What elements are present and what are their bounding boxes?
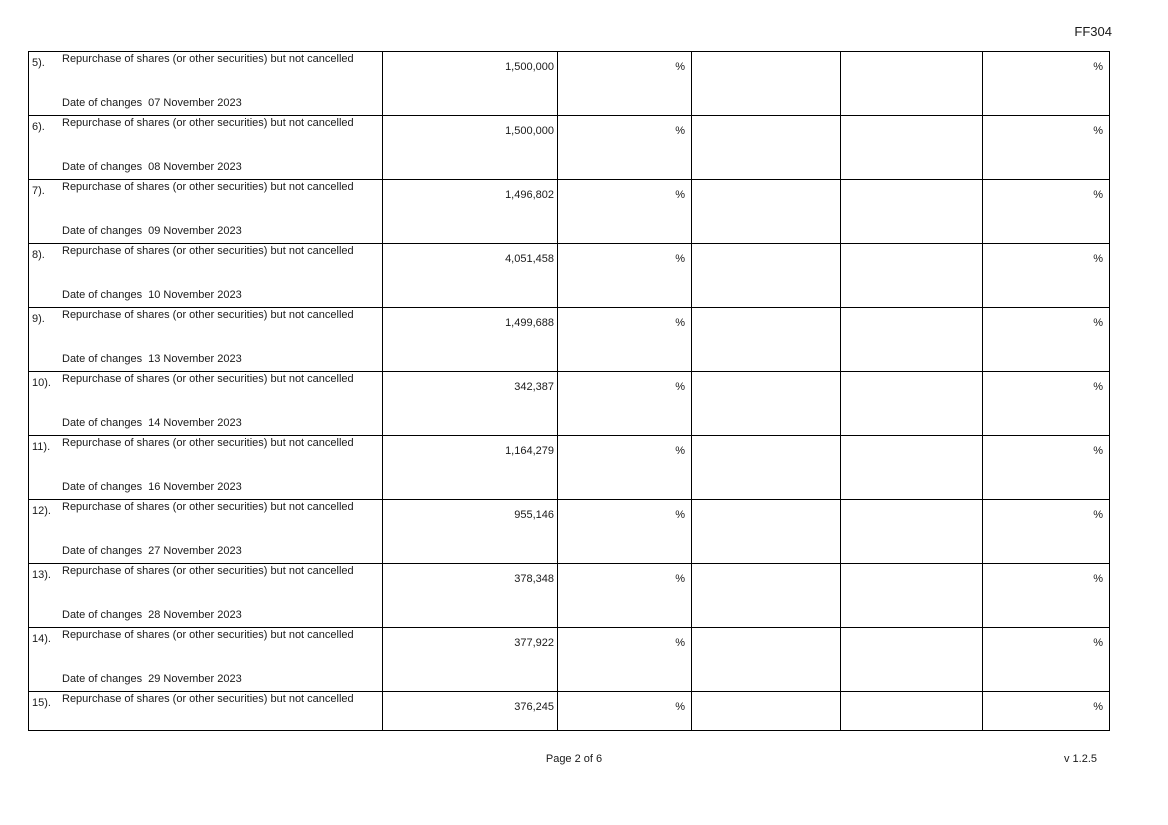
change-description: Repurchase of shares (or other securities) but not cancelled — [62, 181, 354, 193]
shares-cell — [383, 564, 558, 628]
percent-cell-2 — [983, 500, 1110, 564]
table-body — [29, 52, 1110, 731]
date-label: Date of changes — [62, 481, 143, 493]
shares-cell — [383, 180, 558, 244]
empty-cell — [841, 564, 983, 628]
percent-cell — [558, 564, 692, 628]
date-of-changes — [62, 289, 242, 301]
percent-cell-2 — [983, 628, 1110, 692]
shares-value: 1,500,000 — [505, 125, 554, 137]
shares-cell — [383, 52, 558, 116]
date-label: Date of changes — [62, 609, 143, 621]
date-of-changes — [62, 161, 242, 173]
row-number: 10). — [32, 377, 51, 389]
percent-sign: % — [675, 125, 685, 137]
shares-value: 378,348 — [514, 573, 554, 585]
empty-cell — [841, 500, 983, 564]
shares-value: 1,500,000 — [505, 61, 554, 73]
date-label: Date of changes — [62, 225, 143, 237]
percent-cell-2 — [983, 116, 1110, 180]
percent-sign: % — [1093, 637, 1103, 649]
percent-sign: % — [675, 509, 685, 521]
percent-cell — [558, 692, 692, 731]
percent-sign: % — [675, 701, 685, 713]
table-row — [29, 628, 1110, 692]
empty-cell — [841, 628, 983, 692]
description-cell — [29, 372, 383, 436]
shares-cell — [383, 500, 558, 564]
percent-cell-2 — [983, 180, 1110, 244]
percent-cell — [558, 628, 692, 692]
description-cell — [29, 692, 383, 731]
percent-sign: % — [1093, 701, 1103, 713]
description-cell — [29, 564, 383, 628]
date-value: 14 November 2023 — [148, 417, 242, 429]
percent-cell-2 — [983, 436, 1110, 500]
description-cell — [29, 628, 383, 692]
date-label: Date of changes — [62, 545, 143, 557]
date-value: 16 November 2023 — [148, 481, 242, 493]
empty-cell — [692, 180, 841, 244]
date-label: Date of changes — [62, 289, 143, 301]
shares-cell — [383, 372, 558, 436]
shares-cell — [383, 244, 558, 308]
change-description: Repurchase of shares (or other securities) but not cancelled — [62, 693, 354, 705]
percent-cell — [558, 244, 692, 308]
date-label: Date of changes — [62, 673, 143, 685]
percent-sign: % — [1093, 317, 1103, 329]
percent-sign: % — [1093, 381, 1103, 393]
table-row — [29, 116, 1110, 180]
row-number: 15). — [32, 697, 51, 709]
empty-cell — [692, 500, 841, 564]
percent-cell-2 — [983, 564, 1110, 628]
date-of-changes — [62, 545, 242, 557]
table-row — [29, 564, 1110, 628]
empty-cell — [841, 52, 983, 116]
empty-cell — [692, 116, 841, 180]
description-cell — [29, 244, 383, 308]
percent-cell — [558, 52, 692, 116]
table-row — [29, 436, 1110, 500]
date-value: 09 November 2023 — [148, 225, 242, 237]
percent-sign: % — [675, 381, 685, 393]
date-value: 10 November 2023 — [148, 289, 242, 301]
row-number: 9). — [32, 313, 45, 325]
date-of-changes — [62, 97, 242, 109]
empty-cell — [692, 436, 841, 500]
description-cell — [29, 52, 383, 116]
empty-cell — [841, 308, 983, 372]
change-description: Repurchase of shares (or other securities) but not cancelled — [62, 437, 354, 449]
date-label: Date of changes — [62, 161, 143, 173]
shares-value: 1,496,802 — [505, 189, 554, 201]
table-row — [29, 308, 1110, 372]
row-number: 7). — [32, 185, 45, 197]
percent-sign: % — [675, 573, 685, 585]
row-number: 8). — [32, 249, 45, 261]
date-value: 27 November 2023 — [148, 545, 242, 557]
description-cell — [29, 436, 383, 500]
table-row — [29, 500, 1110, 564]
page-number: Page 2 of 6 — [545, 753, 603, 765]
percent-cell-2 — [983, 244, 1110, 308]
empty-cell — [692, 52, 841, 116]
date-value: 28 November 2023 — [148, 609, 242, 621]
share-changes-table — [28, 51, 1110, 731]
change-description: Repurchase of shares (or other securities) but not cancelled — [62, 565, 354, 577]
percent-cell — [558, 308, 692, 372]
date-label: Date of changes — [62, 417, 143, 429]
percent-cell-2 — [983, 692, 1110, 731]
row-number: 6). — [32, 121, 45, 133]
shares-value: 342,387 — [514, 381, 554, 393]
date-of-changes — [62, 481, 242, 493]
table-row — [29, 244, 1110, 308]
date-label: Date of changes — [62, 97, 143, 109]
empty-cell — [841, 116, 983, 180]
shares-cell — [383, 628, 558, 692]
table-row — [29, 692, 1110, 731]
change-description: Repurchase of shares (or other securities) but not cancelled — [62, 309, 354, 321]
shares-value: 377,922 — [514, 637, 554, 649]
row-number: 12). — [32, 505, 51, 517]
date-value: 29 November 2023 — [148, 673, 242, 685]
shares-value: 4,051,458 — [505, 253, 554, 265]
date-label: Date of changes — [62, 353, 143, 365]
description-cell — [29, 308, 383, 372]
percent-sign: % — [1093, 61, 1103, 73]
description-cell — [29, 500, 383, 564]
percent-sign: % — [1093, 189, 1103, 201]
change-description: Repurchase of shares (or other securities) but not cancelled — [62, 53, 354, 65]
empty-cell — [841, 692, 983, 731]
shares-cell — [383, 116, 558, 180]
shares-cell — [383, 436, 558, 500]
date-value: 08 November 2023 — [148, 161, 242, 173]
empty-cell — [692, 372, 841, 436]
percent-cell-2 — [983, 372, 1110, 436]
change-description: Repurchase of shares (or other securities) but not cancelled — [62, 501, 354, 513]
percent-cell — [558, 116, 692, 180]
empty-cell — [692, 308, 841, 372]
row-number: 13). — [32, 569, 51, 581]
date-of-changes — [62, 353, 242, 365]
change-description: Repurchase of shares (or other securities) but not cancelled — [62, 629, 354, 641]
empty-cell — [692, 628, 841, 692]
date-of-changes — [62, 417, 242, 429]
empty-cell — [841, 244, 983, 308]
change-description: Repurchase of shares (or other securities) but not cancelled — [62, 117, 354, 129]
form-code: FF304 — [1074, 24, 1112, 39]
description-cell — [29, 116, 383, 180]
description-cell — [29, 180, 383, 244]
table-row — [29, 180, 1110, 244]
empty-cell — [841, 180, 983, 244]
percent-sign: % — [675, 253, 685, 265]
row-number: 11). — [32, 441, 51, 453]
percent-cell — [558, 436, 692, 500]
percent-sign: % — [1093, 509, 1103, 521]
change-description: Repurchase of shares (or other securities) but not cancelled — [62, 373, 354, 385]
percent-sign: % — [675, 189, 685, 201]
change-description: Repurchase of shares (or other securities) but not cancelled — [62, 245, 354, 257]
date-value: 07 November 2023 — [148, 97, 242, 109]
shares-cell — [383, 308, 558, 372]
percent-sign: % — [675, 61, 685, 73]
shares-value: 1,164,279 — [505, 445, 554, 457]
version-label: v 1.2.5 — [1063, 753, 1097, 765]
percent-cell-2 — [983, 52, 1110, 116]
table-row — [29, 52, 1110, 116]
date-value: 13 November 2023 — [148, 353, 242, 365]
percent-sign: % — [675, 317, 685, 329]
percent-cell — [558, 180, 692, 244]
shares-cell — [383, 692, 558, 731]
percent-sign: % — [1093, 573, 1103, 585]
row-number: 14). — [32, 633, 51, 645]
percent-sign: % — [1093, 125, 1103, 137]
empty-cell — [692, 692, 841, 731]
percent-sign: % — [675, 445, 685, 457]
percent-cell — [558, 500, 692, 564]
shares-value: 955,146 — [514, 509, 554, 521]
percent-cell-2 — [983, 308, 1110, 372]
percent-sign: % — [1093, 445, 1103, 457]
shares-value: 376,245 — [514, 701, 554, 713]
empty-cell — [841, 372, 983, 436]
table-row — [29, 372, 1110, 436]
empty-cell — [841, 436, 983, 500]
shares-value: 1,499,688 — [505, 317, 554, 329]
percent-cell — [558, 372, 692, 436]
row-number: 5). — [32, 57, 45, 69]
empty-cell — [692, 564, 841, 628]
empty-cell — [692, 244, 841, 308]
date-of-changes — [62, 225, 242, 237]
date-of-changes — [62, 609, 242, 621]
percent-sign: % — [1093, 253, 1103, 265]
date-of-changes — [62, 673, 242, 685]
percent-sign: % — [675, 637, 685, 649]
